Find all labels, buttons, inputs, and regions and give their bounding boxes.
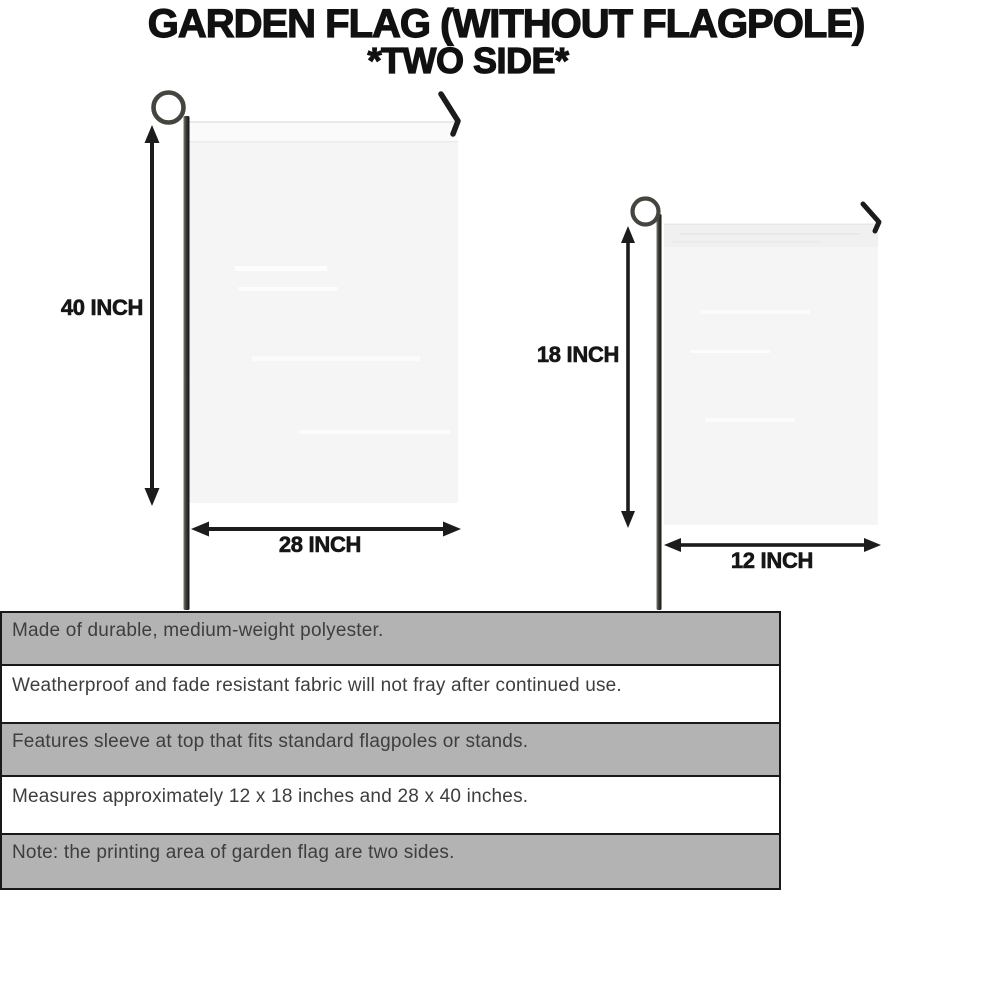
- arrowhead-down: [145, 488, 160, 506]
- small-flag-height-label: 18 INCH: [536, 342, 620, 367]
- small-flag-sleeve-seam: [680, 233, 860, 235]
- small-flagpole: [633, 199, 662, 611]
- large-flag-sleeve-seam: [188, 141, 458, 143]
- feature-row-material: [2, 613, 779, 666]
- large-flag-top-seam: [188, 121, 458, 123]
- fold-highlight: [690, 350, 770, 353]
- small-flag: [664, 224, 878, 526]
- feature-list: [0, 611, 781, 890]
- page-title: GARDEN FLAG (WITHOUT FLAGPOLE): [147, 2, 865, 46]
- pole-loop: [633, 199, 659, 225]
- feature-text: Weatherproof and fade resistant fabric will not fray after continued use.: [12, 675, 622, 696]
- arrow-line: [206, 527, 446, 531]
- feature-row-note: [2, 835, 779, 888]
- pole-shaft: [657, 214, 662, 610]
- pole-shaft: [184, 116, 190, 610]
- feature-row-measures: [2, 777, 779, 835]
- large-flagpole: [154, 93, 190, 611]
- arrowhead-up: [621, 226, 635, 243]
- pole-loop: [154, 93, 184, 123]
- arrowhead-down: [621, 511, 635, 528]
- fold-highlight: [705, 418, 795, 422]
- small-flag-height-arrow: [621, 226, 635, 528]
- small-flag-width-label: 12 INCH: [730, 548, 814, 573]
- fold-highlight: [300, 430, 450, 434]
- small-flag-top-seam: [664, 224, 878, 226]
- arrowhead-left: [664, 538, 681, 552]
- fold-highlight: [235, 266, 327, 271]
- large-flag-sleeve: [188, 123, 458, 142]
- arrowhead-left: [191, 522, 209, 537]
- feature-row-weatherproof: [2, 666, 779, 724]
- small-flag-sleeve: [664, 225, 878, 247]
- page-subtitle: *TWO SIDE*: [367, 40, 569, 81]
- feature-row-sleeve: [2, 724, 779, 777]
- arrowhead-up: [145, 125, 160, 143]
- arrowhead-right: [864, 538, 881, 552]
- large-flag-height-label: 40 INCH: [60, 295, 144, 320]
- large-flag-width-label: 28 INCH: [278, 532, 362, 557]
- small-flag-sleeve-seam: [672, 241, 822, 243]
- feature-text: Made of durable, medium-weight polyester.: [12, 620, 384, 641]
- arrow-line: [679, 543, 866, 547]
- arrow-line: [626, 241, 630, 514]
- feature-text: Measures approximately 12 x 18 inches and 28 x 40 inches.: [12, 786, 529, 807]
- large-flag: [188, 121, 458, 503]
- feature-text: Note: the printing area of garden flag are two sides.: [12, 842, 455, 863]
- small-flag-fabric: [664, 225, 878, 525]
- arrowhead-right: [443, 522, 461, 537]
- fold-highlight: [238, 287, 338, 291]
- fold-highlight: [700, 310, 810, 314]
- large-flag-fabric: [188, 123, 458, 503]
- fold-highlight: [252, 356, 420, 361]
- feature-text: Features sleeve at top that fits standard flagpoles or stands.: [12, 731, 529, 752]
